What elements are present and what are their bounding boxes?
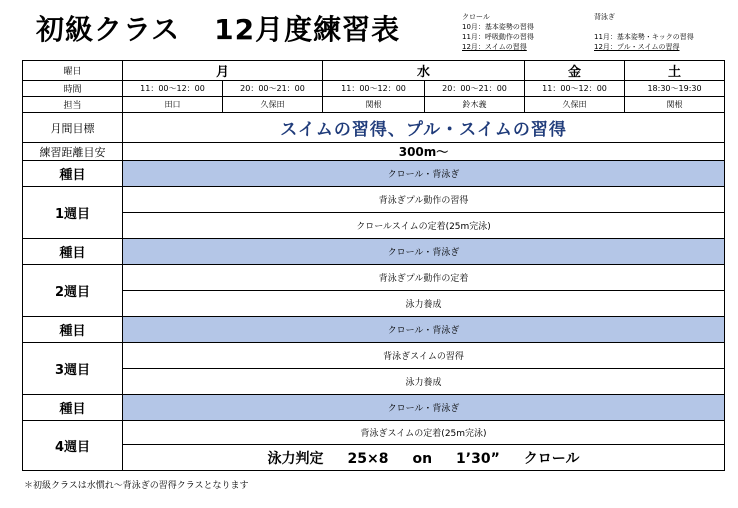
goal-label: 月間目標 xyxy=(23,113,123,143)
week3-type-label: 種目 xyxy=(23,317,123,343)
week4-type: クロール・背泳ぎ xyxy=(123,395,725,421)
day-fri: 金 xyxy=(525,61,625,81)
week2-label: 2週目 xyxy=(23,265,123,317)
week1-label: 1週目 xyxy=(23,187,123,239)
staff-cell: 田口 xyxy=(123,97,223,113)
time-row xyxy=(23,81,725,97)
backstroke-notes-dec: 12月：プル・スイムの習得 xyxy=(594,43,680,51)
title-class-name: 初級クラス xyxy=(36,13,181,46)
week3-label: 3週目 xyxy=(23,343,123,395)
week3-content-row xyxy=(23,369,725,395)
schedule-table xyxy=(22,60,725,471)
week2-type-label: 種目 xyxy=(23,239,123,265)
judge-on: on xyxy=(412,450,433,467)
time-label: 時間 xyxy=(23,81,123,97)
time-cell: 11：00〜12：00 xyxy=(323,81,425,97)
judge-title: 泳力判定 xyxy=(267,450,324,467)
footnote: ＊初級クラスは水慣れ〜背泳ぎの習得クラスとなります xyxy=(24,481,249,491)
week3-content-row xyxy=(23,343,725,369)
week4-content-row xyxy=(23,421,725,445)
day-label: 曜日 xyxy=(23,61,123,81)
week1-content-row xyxy=(23,213,725,239)
staff-row xyxy=(23,97,725,113)
distance-label: 練習距離目安 xyxy=(23,143,123,161)
week2-content-1: 背泳ぎプル動作の定着 xyxy=(123,265,725,291)
week3-content-2: 泳力養成 xyxy=(123,369,725,395)
week2-content-row xyxy=(23,291,725,317)
crawl-notes-heading: クロール xyxy=(462,13,490,21)
week4-judge-row xyxy=(23,445,725,471)
time-cell: 11：00〜12：00 xyxy=(525,81,625,97)
week1-content-1: 背泳ぎプル動作の習得 xyxy=(123,187,725,213)
day-sat: 土 xyxy=(625,61,725,81)
time-cell: 20：00〜21：00 xyxy=(425,81,525,97)
week4-label: 4週目 xyxy=(23,421,123,471)
backstroke-notes-nov: 11月：基本姿勢・キックの習得 xyxy=(594,33,694,41)
judge-interval: 1’30” xyxy=(456,450,500,467)
week3-type: クロール・背泳ぎ xyxy=(123,317,725,343)
crawl-notes-nov: 11月：呼吸動作の習得 xyxy=(462,33,534,41)
staff-cell: 久保田 xyxy=(223,97,323,113)
week2-type: クロール・背泳ぎ xyxy=(123,239,725,265)
backstroke-notes xyxy=(594,12,694,52)
crawl-notes-dec: 12月：スイムの習得 xyxy=(462,43,527,51)
week3-type-row xyxy=(23,317,725,343)
judge-stroke: クロール xyxy=(523,450,580,467)
distance-value: 300m〜 xyxy=(123,143,725,161)
week2-content-2: 泳力養成 xyxy=(123,291,725,317)
week1-content-row xyxy=(23,187,725,213)
week4-type-label: 種目 xyxy=(23,395,123,421)
staff-cell: 鈴木義 xyxy=(425,97,525,113)
week1-type-row xyxy=(23,161,725,187)
staff-cell: 関根 xyxy=(323,97,425,113)
week4-type-row xyxy=(23,395,725,421)
page-title xyxy=(36,8,400,48)
week2-content-row xyxy=(23,265,725,291)
week1-type: クロール・背泳ぎ xyxy=(123,161,725,187)
judge-set: 25×8 xyxy=(347,450,389,467)
staff-cell: 久保田 xyxy=(525,97,625,113)
title-month-schedule: 12月度練習表 xyxy=(214,13,401,46)
crawl-notes xyxy=(462,12,534,52)
backstroke-notes-heading: 背泳ぎ xyxy=(594,13,615,21)
time-cell: 20：00〜21：00 xyxy=(223,81,323,97)
goal-row xyxy=(23,113,725,143)
staff-label: 担当 xyxy=(23,97,123,113)
time-cell: 11：00〜12：00 xyxy=(123,81,223,97)
monthly-goal: スイムの習得、プル・スイムの習得 xyxy=(123,113,725,143)
crawl-notes-oct: 10月：基本姿勢の習得 xyxy=(462,23,534,31)
staff-cell: 関根 xyxy=(625,97,725,113)
day-row xyxy=(23,61,725,81)
week4-content-1: 背泳ぎスイムの定着(25m完泳) xyxy=(123,421,725,445)
day-wed: 水 xyxy=(323,61,525,81)
day-mon: 月 xyxy=(123,61,323,81)
week3-content-1: 背泳ぎスイムの習得 xyxy=(123,343,725,369)
time-cell: 18:30〜19:30 xyxy=(625,81,725,97)
week1-content-2: クロールスイムの定着(25m完泳) xyxy=(123,213,725,239)
week1-type-label: 種目 xyxy=(23,161,123,187)
week2-type-row xyxy=(23,239,725,265)
distance-row xyxy=(23,143,725,161)
swim-judgement xyxy=(123,445,725,471)
